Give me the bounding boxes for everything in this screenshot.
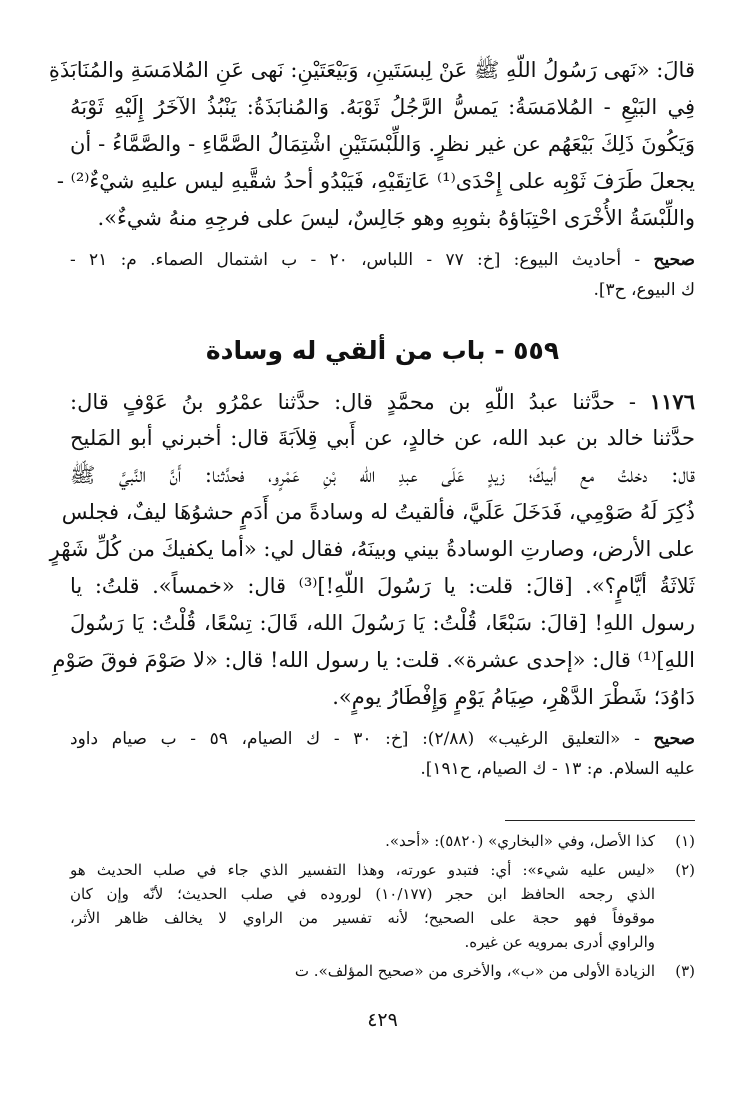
hadith-block [49, 383, 695, 716]
text-line: واللِّبْسَةُ الأُخْرَى احْتِبَاؤهُ بثوبِهِ وهو جَالِسٌ، ليسَ على فرجِهِ منهُ شيءٌ». [97, 206, 695, 230]
footnote-1 [70, 829, 695, 853]
footnotes [70, 829, 695, 983]
hadith-line: ذُكِرَ لَهُ صَوْمِي، فَدَخَلَ عَلَيَّ، فألقيتُ له وسادةً من أَدَمٍ حشوُهَا ليفٌ، فجلس [61, 500, 695, 524]
footnote-line: والراوي أدرى بمرويه عن غيره. [464, 933, 655, 951]
hadith-line: ثَلاثَةُ أيَّامٍ؟». [قالَ: قلت: يا رَسُولَ اللّهِ!]⁽³⁾ قال: «خمساً». قلتُ: يا [70, 574, 695, 598]
footnote-divider [505, 820, 695, 821]
grading-note-2 [70, 724, 695, 784]
grading-line [70, 245, 695, 275]
top-paragraph [48, 52, 695, 237]
chapter-heading: ٥٥٩ - باب من ألقي له وسادة [205, 336, 560, 365]
grading-line: عليه السلام. م: ١٣ - ك الصيام، ح١٩١]. [420, 759, 695, 779]
grading-note-1 [70, 245, 695, 305]
footnote-line: موقوفاً فهو حجة على الصحيح؛ لأنه تفسير من الراوي لا يخالف ظاهر الأثر، [70, 909, 655, 927]
footnote-line: الذي رجحه الحافظ ابن حجر (١٠/١٧٧) لوروده في صلب الحديث؛ لأنّه وإن كان [70, 885, 655, 903]
hadith-text: - حدَّثنا عبدُ اللّهِ بن محمَّدٍ قال: حدَّثنا عمْرُو بنُ عَوْفٍ قال: [70, 390, 636, 414]
text-line: فِي البَيْعِ - المُلامَسَةُ: يَمسُّ الرَّجُلُ ثَوْبَهُ. وَالمُنابَذَةُ: يَنْبُذُ الآخَرُ إِلَيْهِ ثَوْبَهُ [70, 95, 695, 119]
page-number: ٤٢٩ [367, 1009, 398, 1031]
hadith-line: على الأرض، وصارتِ الوسادةُ بيني وبينَهُ، فقال لي: «أما يكفيكَ من كُلِّ شَهْرٍ [49, 537, 695, 561]
footnote-2 [70, 858, 695, 954]
hadith-line: قال: دخلتُ مع أبيكَ؛ زيدٍ عَلَى عبدِ الله بْنِ عَمْرٍو، فحدَّثنا: أَنَّ النَّبيَّ ﷺ [70, 463, 695, 487]
text-line: قالَ: «نَهى رَسُولُ اللّهِ ﷺ عَنْ لِبسَتَينِ، وَبَيْعَتَيْنِ: نَهى عَنِ المُلامَسَةِ والمُنَابَذَةِ [48, 58, 695, 82]
hadith-line: رسول اللهِ! [قالَ: سَبْعًا، قُلْتُ: يَا رَسُولَ الله، قَالَ: تِسْعًا، قُلْتُ: يَا رَسُولَ [70, 611, 695, 635]
footnote-number: (٣) [675, 962, 695, 980]
footnote-line: «ليس عليه شيء»: أي: فتبدو عورته، وهذا التفسير الذي جاء في صلب الحديث هو [70, 861, 655, 879]
hadith-line: حدَّثنا خالد بن عبد الله، عن خالدٍ، عن أَبي قِلاَبَةَ قال: أخبرني أبو المَليح [70, 426, 695, 450]
hadith-number: ١١٧٦ [649, 389, 695, 414]
text-line: يجعلَ طَرَفَ ثَوْبِه على إِحْدَى⁽¹⁾ عَاتِقَيْهِ، فَيَبْدُو أحدُ شقَّيهِ ليس عليهِ شيْءٌ⁽²⁾ - [56, 169, 695, 193]
footnote-number: (١) [675, 832, 695, 850]
footnote-number: (٢) [675, 861, 695, 879]
grading-text: - أحاديث البيوع: [خ: ٧٧ - اللباس، ٢٠ - ب اشتمال الصماء. م: ٢١ - [70, 250, 641, 270]
grading-label: صحيح [653, 729, 695, 749]
hadith-line: دَاوُدَ؛ شَطْرَ الدَّهْرِ، صِيَامُ يَوْمٍ وَإِفْطَارُ يومٍ». [332, 685, 695, 709]
footnote-line: الزيادة الأولى من «ب»، والأخرى من «صحيح المؤلف». ت [294, 962, 655, 980]
text-line: وَيَكُونَ ذَلِكَ بَيْعَهُم عن غير نظرٍ. وَاللِّبْسَتَيْنِ اشْتِمَالُ الصَّمَّاءِ - والصَّمَّاءُ - أن [70, 132, 695, 156]
book-page [48, 52, 695, 1062]
footnote-line: كذا الأصل، وفي «البخاري» (٥٨٢٠): «أحد». [385, 832, 655, 850]
grading-line: ك البيوع، ح٣]. [593, 280, 695, 300]
grading-text: - «التعليق الرغيب» (٢/٨٨): [خ: ٣٠ - ك الصيام، ٥٩ - ب صيام داود [70, 729, 640, 749]
hadith-line: اللهِ]⁽¹⁾ قال: «إحدى عشرة». قلت: يا رسول الله! قال: «لا صَوْمَ فوقَ صَوْمِ [52, 648, 695, 672]
grading-line [70, 724, 695, 754]
footnote-3 [70, 959, 695, 983]
grading-label: صحيح [653, 250, 695, 270]
hadith-line [70, 383, 695, 420]
